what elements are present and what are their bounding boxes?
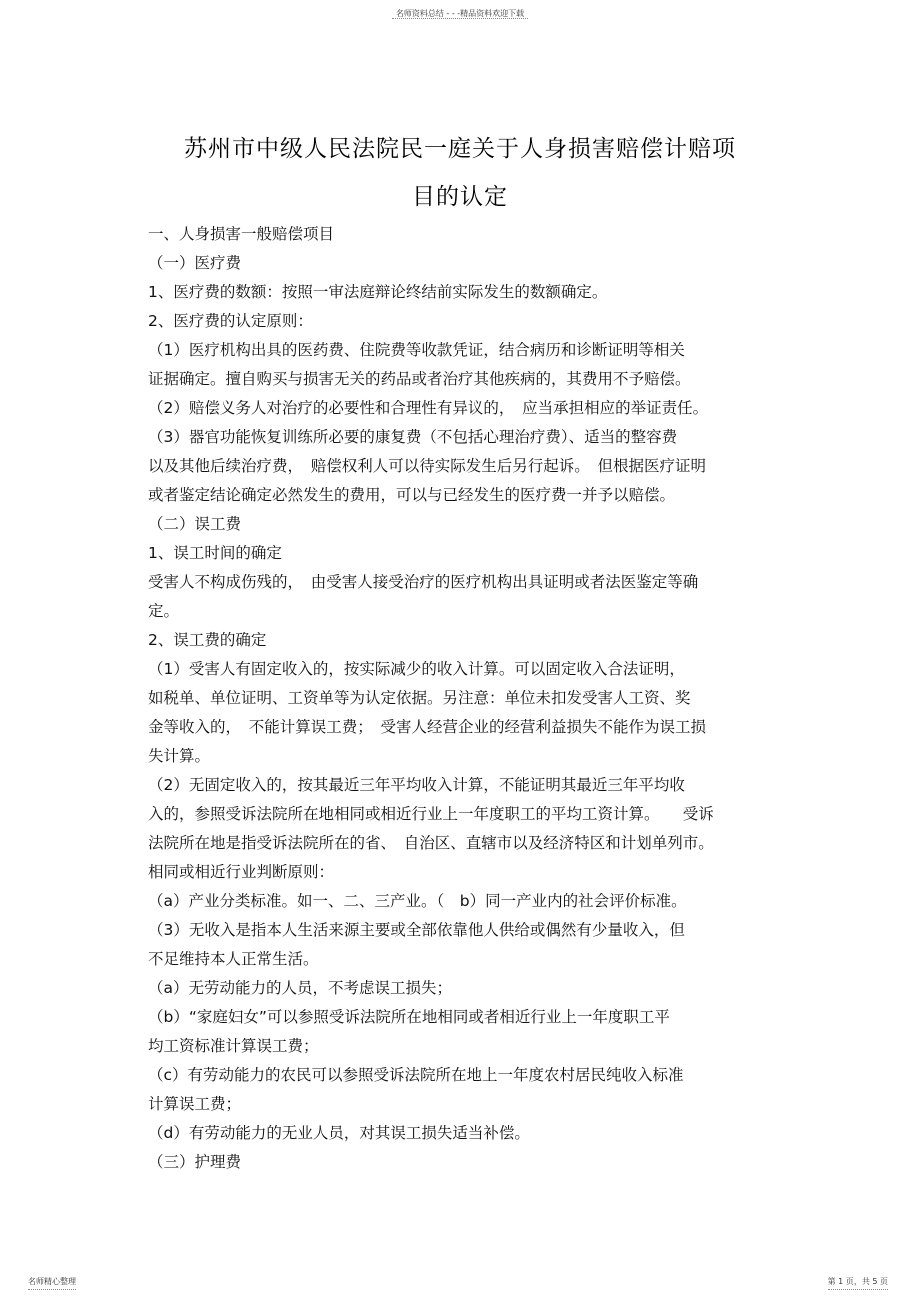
- subsection-heading: （一）医疗费: [148, 254, 242, 272]
- header-divider: [392, 18, 528, 19]
- paragraph-line: 1、医疗费的数额：按照一审法庭辩论终结前实际发生的数额确定。: [148, 283, 608, 301]
- subsection-heading: （二）误工费: [148, 515, 242, 533]
- paragraph-line: （2）赔偿义务人对治疗的必要性和合理性有异议的， 应当承担相应的举证责任。: [148, 399, 709, 417]
- paragraph-line: 2、误工费的确定: [148, 631, 267, 649]
- paragraph-line: 金等收入的， 不能计算误工费； 受害人经营企业的经营利益损失不能作为误工损: [148, 718, 707, 736]
- page-number: 第 1 页，共 5 页: [827, 1277, 888, 1286]
- paragraph-line: （a）无劳动能力的人员，不考虑误工损失；: [148, 979, 452, 997]
- header-watermark: 名师资料总结 - - -精品资料欢迎下载: [395, 9, 525, 18]
- paragraph-line: 2、医疗费的认定原则：: [148, 312, 313, 330]
- document-title-line-2: 目的认定: [412, 184, 508, 210]
- paragraph-line: 法院所在地是指受诉法院所在的省、 自治区、直辖市以及经济特区和计划单列市。: [148, 834, 714, 852]
- section-heading: 一、人身损害一般赔偿项目: [148, 225, 335, 243]
- document-title-line-1: 苏州市中级人民法院民一庭关于人身损害赔偿计赔项: [184, 136, 736, 162]
- subsection-heading: （三）护理费: [148, 1153, 242, 1171]
- paragraph-line: （2）无固定收入的，按其最近三年平均收入计算，不能证明其最近三年平均收: [148, 776, 685, 794]
- document-body: [148, 220, 798, 1177]
- paragraph-line: 证据确定。擅自购买与损害无关的药品或者治疗其他疾病的，其费用不予赔偿。: [148, 370, 691, 388]
- paragraph-line: （a）产业分类标准。如一、二、三产业。（ b）同一产业内的社会评价标准。: [148, 892, 687, 910]
- paragraph-line: （b）“家庭妇女”可以参照受诉法院所在地相同或者相近行业上一年度职工平: [148, 1008, 670, 1026]
- paragraph-line: 不足维持本人正常生活。: [148, 950, 319, 968]
- paragraph-line: 受害人不构成伤残的， 由受害人接受治疗的医疗机构出具证明或者法医鉴定等确: [148, 573, 699, 591]
- paragraph-line: 以及其他后续治疗费， 赔偿权利人可以待实际发生后另行起诉。 但根据医疗证明: [148, 457, 707, 475]
- paragraph-line: （c）有劳动能力的农民可以参照受诉法院所在地上一年度农村居民纯收入标准: [148, 1066, 684, 1084]
- paragraph-line: （d）有劳动能力的无业人员，对其误工损失适当补偿。: [148, 1124, 530, 1142]
- paragraph-line: （1）受害人有固定收入的，按实际减少的收入计算。可以固定收入合法证明，: [148, 660, 685, 678]
- paragraph-line: 定。: [148, 602, 180, 620]
- paragraph-line: （3）器官功能恢复训练所必要的康复费（不包括心理治疗费）、适当的整容费: [148, 428, 678, 446]
- paragraph-line: 入的，参照受诉法院所在地相同或相近行业上一年度职工的平均工资计算。 受诉: [148, 805, 714, 823]
- paragraph-line: 或者鉴定结论确定必然发生的费用，可以与已经发生的医疗费一并予以赔偿。: [148, 486, 676, 504]
- footer-left-text: 名师精心整理: [28, 1277, 76, 1286]
- paragraph-line: 如税单、单位证明、工资单等为认定依据。另注意：单位未扣发受害人工资、奖: [148, 689, 691, 707]
- footer-left-divider: [28, 1289, 76, 1290]
- paragraph-line: 均工资标准计算误工费；: [148, 1037, 319, 1055]
- footer-right-divider: [828, 1289, 888, 1290]
- paragraph-line: 失计算。: [148, 747, 211, 765]
- paragraph-line: 1、误工时间的确定: [148, 544, 282, 562]
- paragraph-line: （3）无收入是指本人生活来源主要或全部依靠他人供给或偶然有少量收入，但: [148, 921, 685, 939]
- paragraph-line: 计算误工费；: [148, 1095, 242, 1113]
- paragraph-line: （1）医疗机构出具的医药费、住院费等收款凭证，结合病历和诊断证明等相关: [148, 341, 685, 359]
- paragraph-line: 相同或相近行业判断原则：: [148, 863, 335, 881]
